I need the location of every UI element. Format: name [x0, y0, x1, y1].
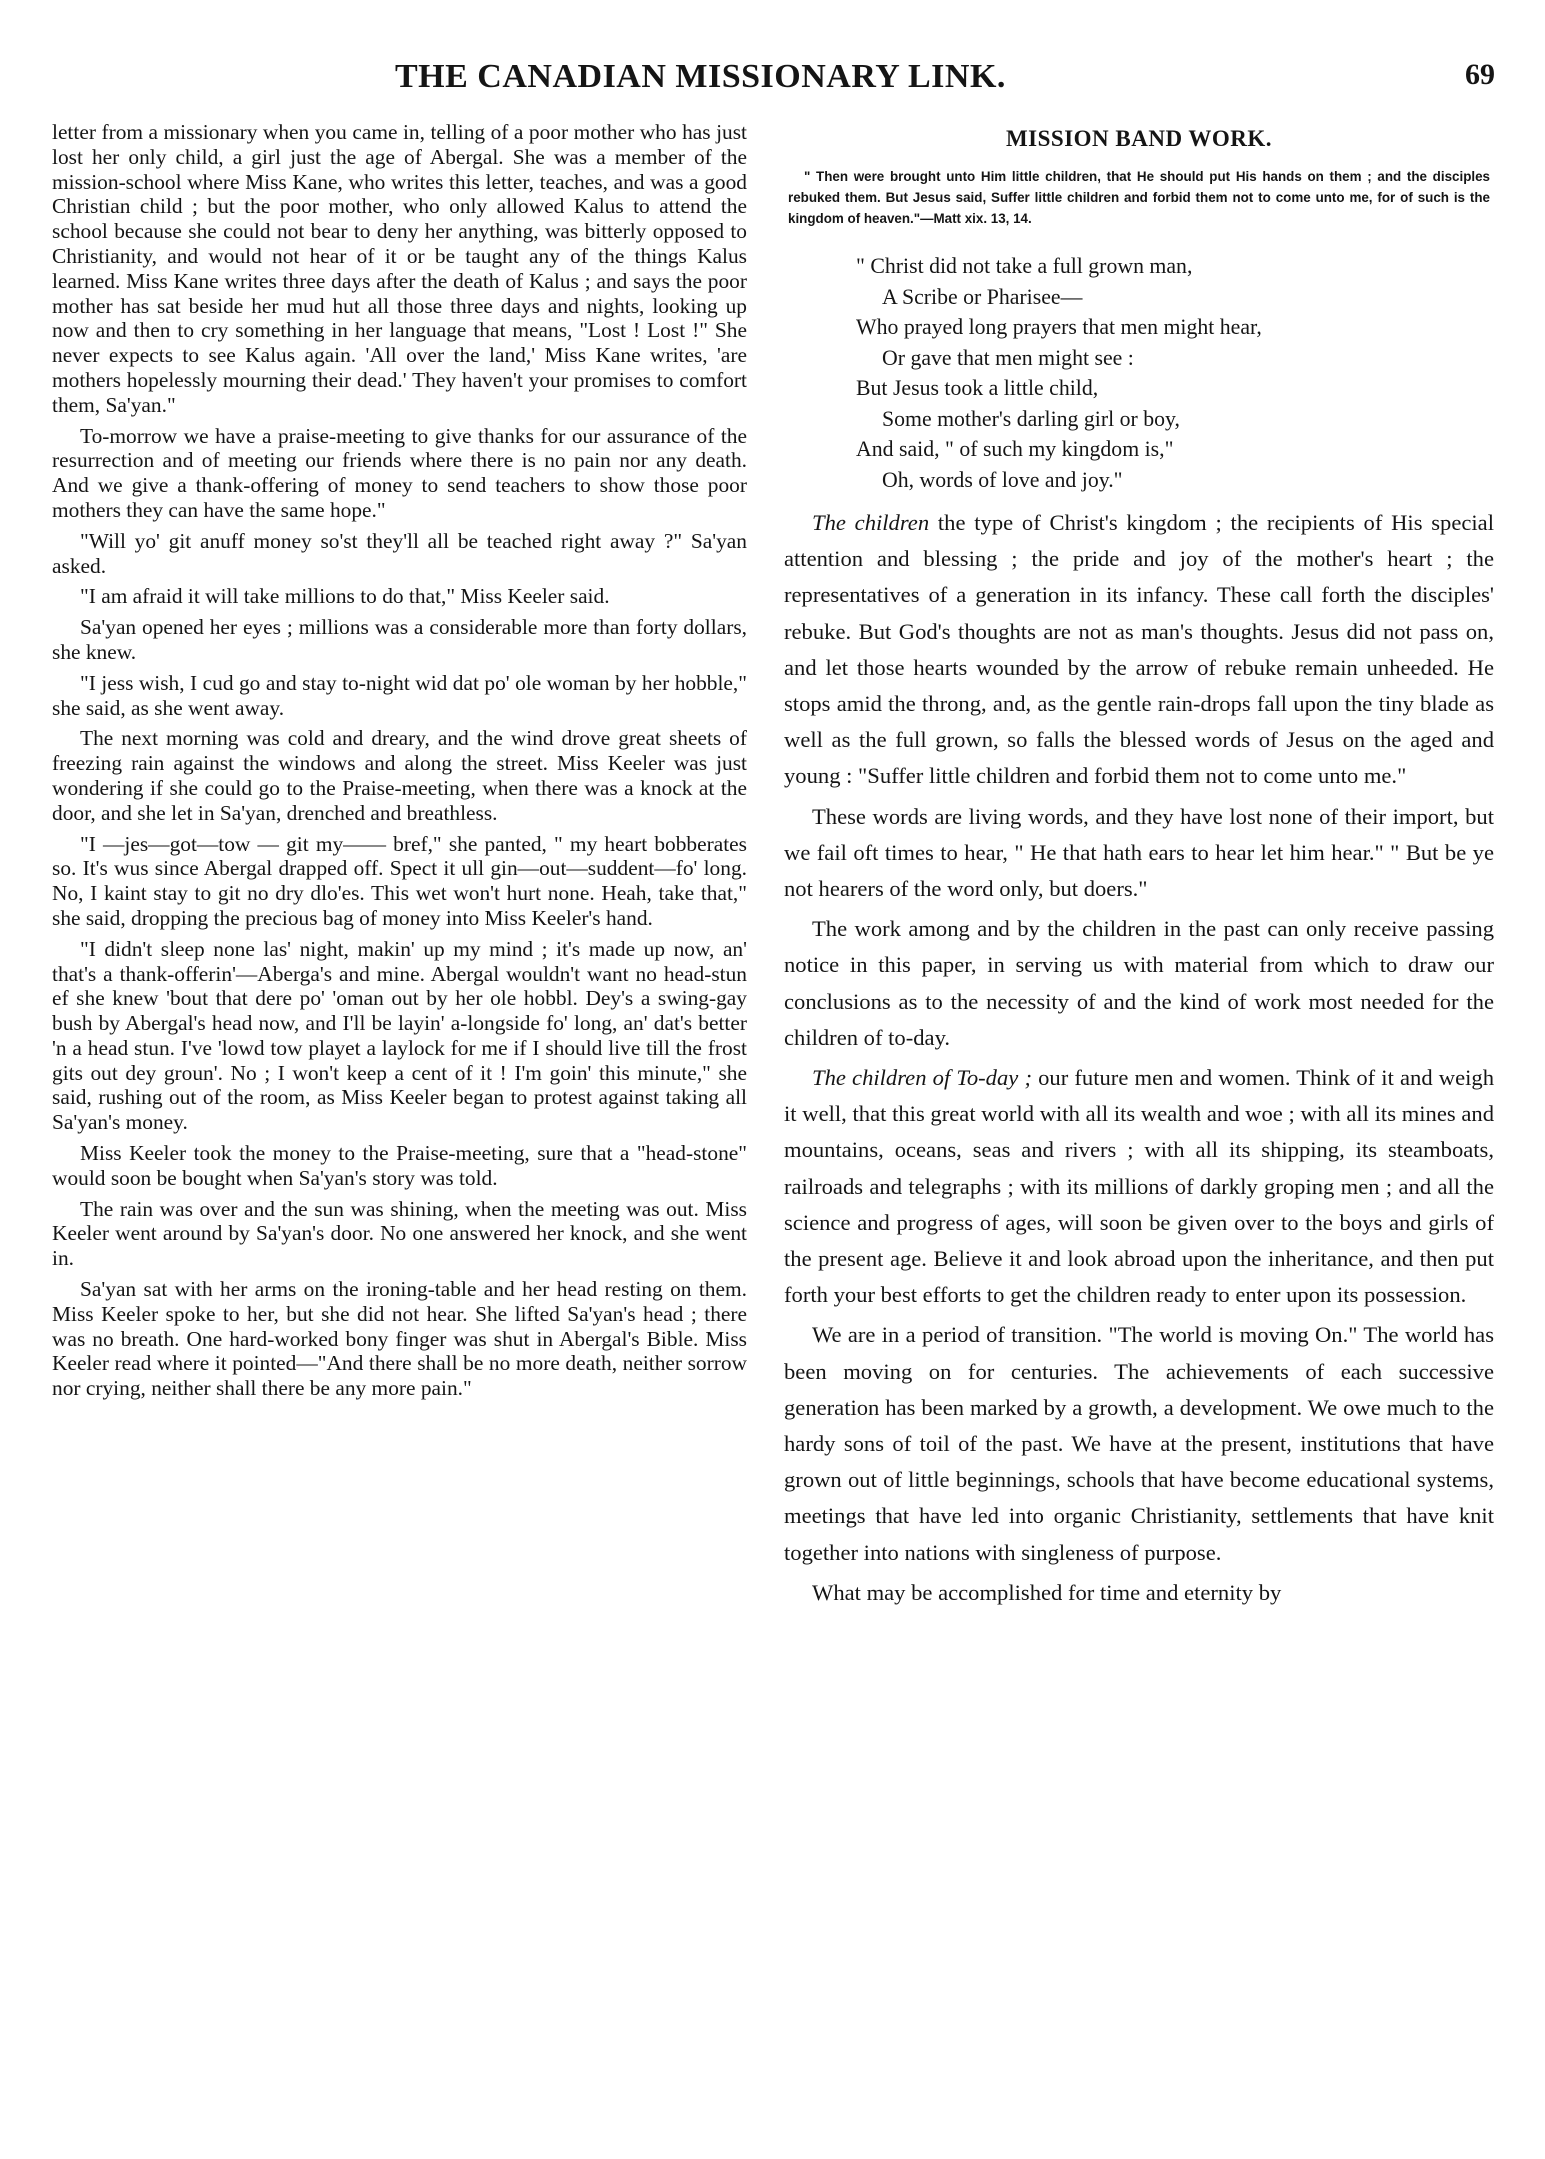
story-paragraph: Sa'yan opened her eyes ; millions was a considerable more than forty dollars, she knew. [52, 615, 747, 664]
poem-line: Oh, words of love and joy." [882, 467, 1123, 492]
journal-title: THE CANADIAN MISSIONARY LINK. [395, 58, 1006, 95]
paragraph-text: our future men and women. Think of it and weigh it well, that this great world with all its wealth and woe ; with all its mines and mountains, oceans, seas and rivers ; with all its shipping, its steamboats, railroads and telegraphs ; with its millions of darkly groping men ; and all the science and progress of ages, will soon be given over to the boys and girls of the present age. Believe it and look abroad upon the inheritance, and then put forth your best efforts to get the children ready to enter upon its possession. [784, 1065, 1494, 1308]
poem-line: But Jesus took a little child, [856, 376, 1099, 400]
section-title: MISSION BAND WORK. [1005, 126, 1273, 151]
left-column [52, 120, 747, 1407]
story-paragraph: Miss Keeler took the money to the Praise-meeting, sure that a "head-stone" would soon be bought when Sa'yan's story was told. [52, 1141, 747, 1190]
italic-lead: The children of To-day ; [812, 1065, 1032, 1091]
poem [856, 251, 1494, 495]
poem-line: Some mother's darling girl or boy, [882, 406, 1180, 431]
paragraph-text: the type of Christ's kingdom ; the recipients of His special attention and blessing ; the pride and joy of the mother's heart ; the representatives of a generation in its infancy. These call forth the disciples' rebuke. But God's thoughts are not as man's thoughts. Jesus did not pass on, and let those hearts wounded by the arrow of rebuke remain unheeded. He stops amid the throng, and, as the gentle rain-drops fall upon the tiny blade as well as the full grown, so falls the blessed words of Jesus on the aged and young : "Suffer little children and forbid them not to come unto me." [784, 510, 1494, 789]
essay-paragraph: What may be accomplished for time and eternity by [812, 1579, 1282, 1605]
story-paragraph: "Will yo' git anuff money so'st they'll all be teached right away ?" Sa'yan asked. [52, 528, 747, 578]
page-number: 69 [1465, 58, 1495, 91]
story-paragraph: "I jess wish, I cud go and stay to-night wid dat po' ole woman by her hobble," she said, as she went away. [52, 670, 747, 720]
poem-line: Who prayed long prayers that men might hear, [856, 315, 1262, 339]
essay-paragraph [784, 505, 1494, 795]
poem-line: Or gave that men might see : [882, 345, 1134, 370]
story-paragraph: letter from a missionary when you came in, telling of a poor mother who has just lost her only child, a girl just the age of Abergal. She was a member of the mission-school where Miss Kane, who writes this letter, teaches, and was a good Christian child ; but the poor mother, who only allowed Kalus to attend the school because she could not bear to deny her anything, was bitterly opposed to Christianity, and would not hear of it or be taught any of the things Kalus learned. Miss Kane writes three days after the death of Kalus ; and says the poor mother has sat beside her mud hut all those three days and nights, looking up now and then to cry something in her language that means, "Lost ! Lost !" She never expects to see Kalus again. 'All over the land,' Miss Kane writes, 'are mothers hopelessly mourning their dead.' They haven't your promises to comfort them, Sa'yan." [52, 120, 747, 417]
poem-line: A Scribe or Pharisee— [882, 284, 1083, 309]
essay-paragraph [784, 1060, 1494, 1313]
story-paragraph: "I didn't sleep none las' night, makin' up my mind ; it's made up now, an' that's a thank-offerin'—Aberga's and mine. Abergal wouldn't want no head-stun ef she knew 'bout that dere po' 'oman out by her ole hobbl. Dey's a swing-gay bush by Abergal's head now, and I'll be layin' a-longside fo' long, an' dat's better 'n a head stun. I've 'lowd tow playet a laylock for me if I should live till the frost gits out dey groun'. No ; I won't keep a cent of it ! I'm goin' this minute," she said, rushing out of the room, as Miss Keeler began to protest against taking all Sa'yan's money. [52, 936, 747, 1135]
story-paragraph: The rain was over and the sun was shining, when the meeting was out. Miss Keeler went around by Sa'yan's door. No one answered her knock, and she went in. [52, 1196, 747, 1271]
essay-paragraph: The work among and by the children in the past can only receive passing notice in this paper, in serving us with material from which to draw our conclusions as to the necessity of and the kind of work most needed for the children of to-day. [784, 916, 1494, 1050]
poem-line: And said, " of such my kingdom is," [856, 437, 1174, 461]
story-paragraph: "I —jes—got—tow — git my—— bref," she panted, " my heart bobberates so. It's wus since Abergal drapped off. Spect it ull gin—out—suddent—fo' long. No, I kaint stay to git no dry dlo'es. This wet won't hurt none. Heah, take that," she said, dropping the precious bag of money into Miss Keeler's hand. [52, 831, 747, 930]
story-paragraph: "I am afraid it will take millions to do that," Miss Keeler said. [80, 584, 610, 609]
story-paragraph: Sa'yan sat with her arms on the ironing-table and her head resting on them. Miss Keeler spoke to her, but she did not hear. She lifted Sa'yan's head ; there was no breath. One hard-worked bony finger was shut in Abergal's Bible. Miss Keeler read where it pointed—"And there shall be no more death, neither sorrow nor crying, neither shall there be any more pain." [52, 1277, 747, 1401]
story-paragraph: The next morning was cold and dreary, and the wind drove great sheets of freezing rain against the windows and along the street. Miss Keeler was just wondering if she could go to the Praise-meeting, when there was a knock at the door, and she let in Sa'yan, drenched and breathless. [52, 726, 747, 825]
poem-line: " Christ did not take a full grown man, [856, 254, 1193, 278]
essay-paragraph: We are in a period of transition. "The world is moving On." The world has been moving on for centuries. The achievements of each successive generation has been marked by a growth, a development. We owe much to the hardy sons of toil of the past. We have at the present, institutions that have grown out of little beginnings, schools that have become educational systems, meetings that have led into organic Christianity, settlements that have knit together into nations with singleness of purpose. [784, 1322, 1494, 1565]
scripture-epigraph: " Then were brought unto Him little children, that He should put His hands on them ; and the disciples rebuked them. But Jesus said, Suffer little children and forbid them not to come unto me, for of such is the kingdom of heaven."—Matt xix. 13, 14. [788, 169, 1490, 226]
essay-paragraph: These words are living words, and they have lost none of their import, but we fail oft times to hear, " He that hath ears to hear let him hear." " But be ye not hearers of the word only, but doers." [784, 803, 1494, 902]
story-paragraph: To-morrow we have a praise-meeting to give thanks for our assurance of the resurrection and of meeting our friends where there is no pain nor any death. And we give a thank-offering of money to send teachers to show those poor mothers they can have the same hope." [52, 423, 747, 522]
italic-lead: The children [812, 510, 930, 535]
running-head [0, 58, 1545, 108]
right-column [784, 120, 1494, 1615]
